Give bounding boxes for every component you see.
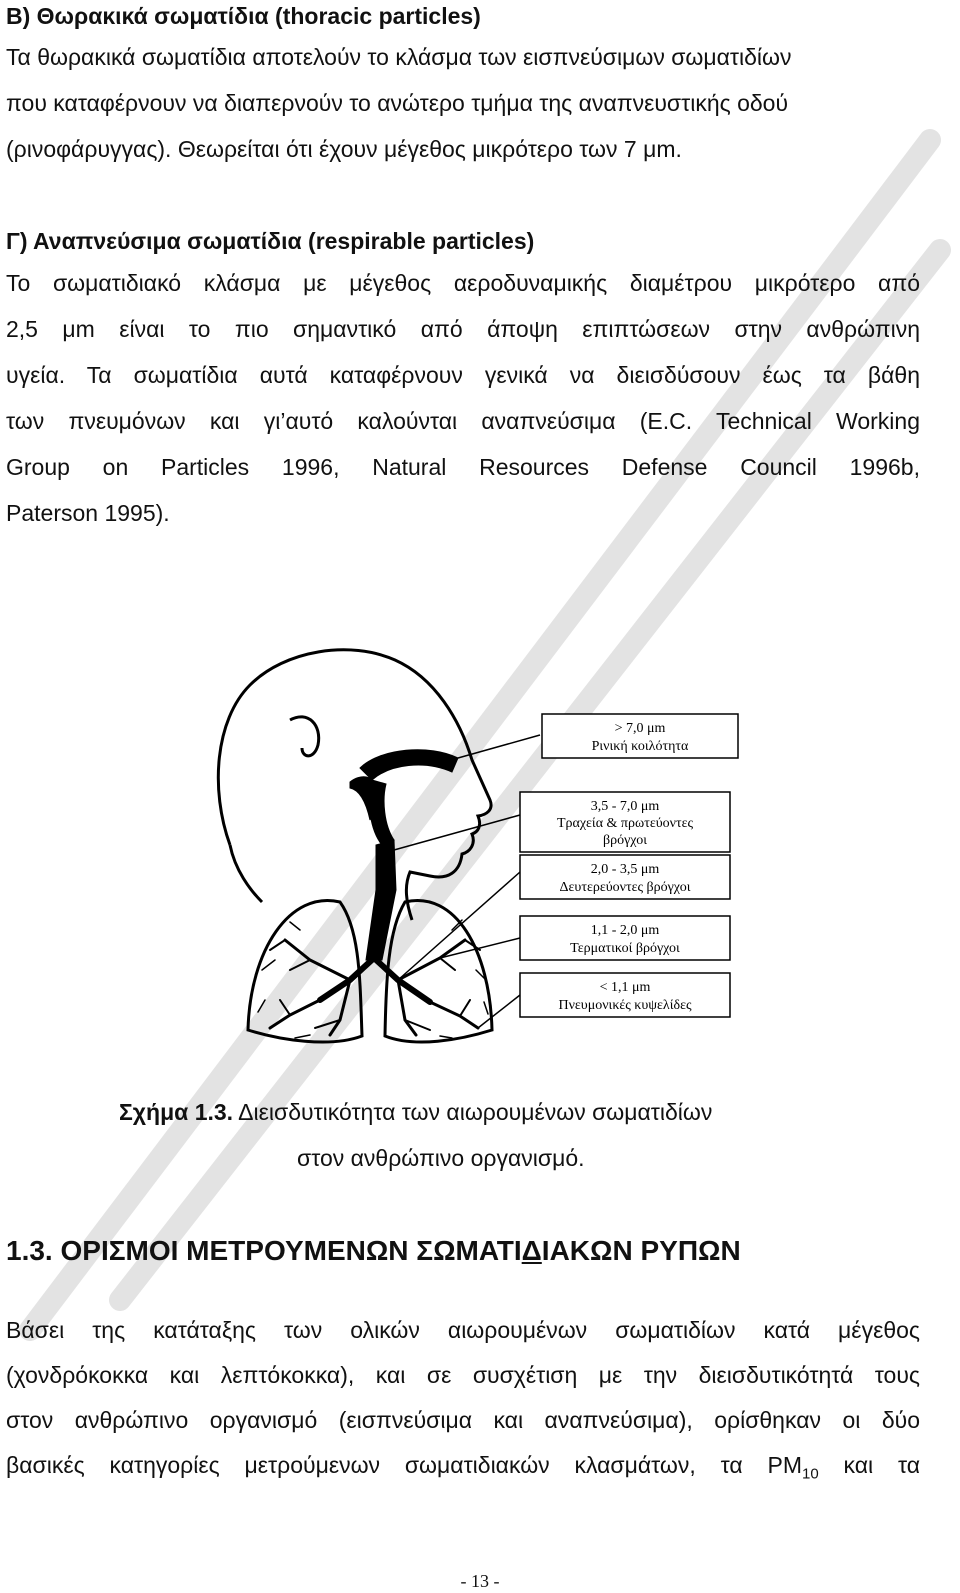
svg-text:< 1,1 μm: < 1,1 μm bbox=[599, 980, 651, 995]
figure-caption-line-2: στον ανθρώπινο οργανισμό. bbox=[297, 1145, 585, 1171]
size-label-4 bbox=[520, 916, 730, 960]
respiratory-system-figure bbox=[190, 640, 770, 1060]
svg-text:Δευτερεύοντες βρόγχοι: Δευτερεύοντες βρόγχοι bbox=[559, 880, 691, 895]
svg-text:βρόγχοι: βρόγχοι bbox=[603, 833, 647, 848]
svg-text:Ρινική κοιλότητα: Ρινική κοιλότητα bbox=[591, 739, 689, 754]
section-c-heading: Γ) Αναπνεύσιμα σωματίδια (respirable particles) bbox=[6, 228, 535, 254]
section-c-line-4: των πνευμόνων και γι’αυτό καλούνται αναπνεύσιμα (E.C. Technical Working bbox=[6, 408, 920, 434]
svg-text:3,5 - 7,0 μm: 3,5 - 7,0 μm bbox=[590, 799, 660, 814]
section-b-line-2: που καταφέρνουν να διαπερνούν το ανώτερο τμήμα της αναπνευστικής οδού bbox=[6, 90, 789, 116]
svg-text:Τερματικοί βρόγχοι: Τερματικοί βρόγχοι bbox=[570, 941, 680, 956]
section-c-line-3: υγεία. Τα σωματίδια αυτά καταφέρνουν γενικά να διεισδύσουν έως τα βάθη bbox=[6, 362, 920, 388]
section-number: 1.3. bbox=[6, 1235, 61, 1266]
section-1-3-title bbox=[6, 1234, 741, 1268]
section-1-3-line-2: (χονδρόκοκκα και λεπτόκοκκα), και σε συσχέτιση με την διεισδυτικότητά τους bbox=[6, 1362, 920, 1388]
line-4-end: και τα bbox=[818, 1452, 921, 1478]
section-1-3-line-4 bbox=[6, 1450, 920, 1490]
figure-caption bbox=[119, 1097, 712, 1127]
section-title-part-b: Δ bbox=[521, 1235, 542, 1266]
section-c-line-5: Group on Particles 1996, Natural Resources Defense Council 1996b, bbox=[6, 454, 920, 480]
page-number: - 13 - bbox=[460, 1571, 500, 1591]
line-4-text: βασικές κατηγορίες μετρούμενων σωματιδιακών κλασμάτων, τα PM bbox=[6, 1452, 802, 1478]
lungs bbox=[248, 900, 492, 1042]
section-title-part-a: ΟΡΙΣΜΟΙ ΜΕΤΡΟΥΜΕΝΩΝ ΣΩΜΑΤΙ bbox=[60, 1235, 522, 1266]
section-b-heading: Β) Θωρακικά σωματίδια (thoracic particles) bbox=[6, 3, 481, 29]
size-label-2 bbox=[520, 792, 730, 852]
airway bbox=[350, 750, 458, 960]
size-label-3 bbox=[520, 855, 730, 899]
figure-caption-label: Σχήμα 1.3. bbox=[119, 1099, 234, 1125]
svg-text:Πνευμονικές κυψελίδες: Πνευμονικές κυψελίδες bbox=[558, 998, 692, 1013]
section-1-3-line-1: Βάσει της κατάταξης των ολικών αιωρουμένων σωματιδίων κατά μέγεθος bbox=[6, 1317, 920, 1343]
section-title-part-c: ΙΑΚΩΝ ΡΥΠΩΝ bbox=[541, 1235, 741, 1266]
section-c-line-1: Το σωματιδιακό κλάσμα με μέγεθος αεροδυναμικής διαμέτρου μικρότερο από bbox=[6, 270, 920, 296]
section-1-3-line-3: στον ανθρώπινο οργανισμό (εισπνεύσιμα και αναπνεύσιμα), ορίσθηκαν οι δύο bbox=[6, 1407, 920, 1433]
section-c-line-2: 2,5 μm είναι το πιο σημαντικό από άποψη επιπτώσεων στην ανθρώπινη bbox=[6, 316, 920, 342]
svg-text:1,1 - 2,0 μm: 1,1 - 2,0 μm bbox=[590, 923, 660, 938]
svg-text:> 7,0 μm: > 7,0 μm bbox=[614, 721, 666, 736]
label-connectors bbox=[394, 735, 540, 1028]
size-label-5 bbox=[520, 973, 730, 1017]
svg-text:Τραχεία & πρωτεύοντες: Τραχεία & πρωτεύοντες bbox=[556, 816, 694, 831]
section-b-line-1: Τα θωρακικά σωματίδια αποτελούν το κλάσμα των εισπνεύσιμων σωματιδίων bbox=[6, 44, 792, 70]
size-label-1 bbox=[542, 714, 738, 758]
pm-subscript: 10 bbox=[801, 1465, 819, 1483]
section-b-line-3: (ρινοφάρυγγας). Θεωρείται ότι έχουν μέγεθος μικρότερο των 7 μm. bbox=[6, 136, 682, 162]
figure-caption-text: Διεισδυτικότητα των αιωρουμένων σωματιδίων bbox=[233, 1099, 713, 1125]
svg-text:2,0 - 3,5 μm: 2,0 - 3,5 μm bbox=[590, 862, 660, 877]
section-c-line-6: Paterson 1995). bbox=[6, 500, 170, 526]
